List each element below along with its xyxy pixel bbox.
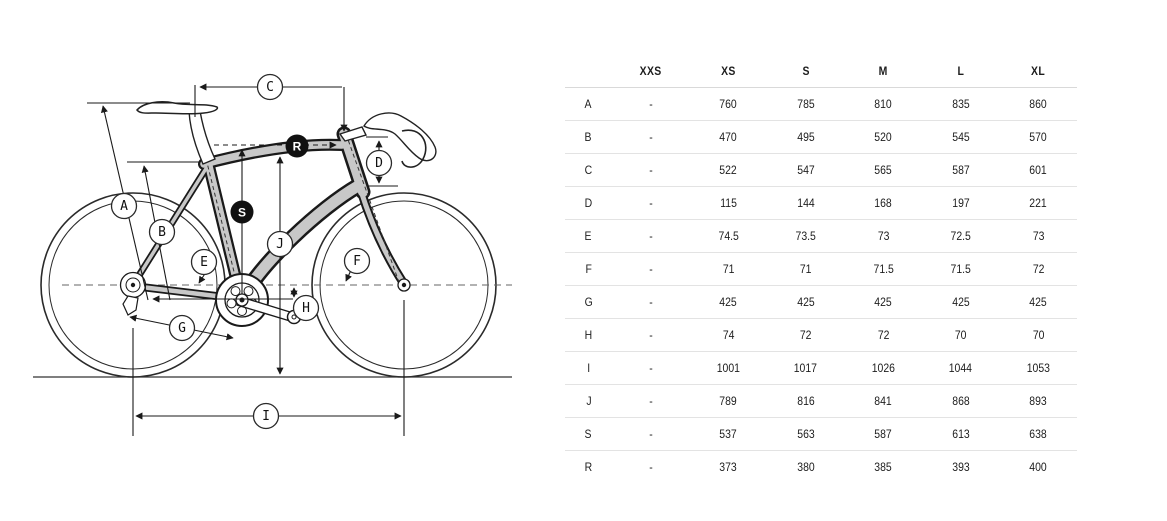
- svg-text:R: R: [292, 139, 302, 154]
- row-label: H: [584, 328, 593, 342]
- value-cell: 1017: [794, 361, 818, 375]
- dim-label-h: [294, 296, 319, 321]
- column-header-l: L: [957, 64, 965, 78]
- dim-label-b: [150, 220, 175, 245]
- row-label: D: [584, 196, 593, 210]
- value-cell: -: [649, 427, 653, 441]
- value-cell: 380: [797, 460, 815, 474]
- value-cell: 565: [874, 163, 892, 177]
- value-cell: 816: [797, 394, 815, 408]
- table-row-h: [565, 319, 1077, 352]
- svg-text:I: I: [262, 409, 270, 424]
- value-cell: 73: [877, 229, 890, 243]
- table-row-e: [565, 220, 1077, 253]
- value-cell: 425: [797, 295, 815, 309]
- dim-label-f: [345, 249, 370, 274]
- dim-label-i: [254, 404, 279, 429]
- svg-text:H: H: [302, 301, 310, 316]
- value-cell: 71: [799, 262, 812, 276]
- dim-label-j: [268, 232, 293, 257]
- value-cell: -: [649, 262, 653, 276]
- value-cell: -: [649, 97, 653, 111]
- dim-label-e: [192, 250, 217, 275]
- value-cell: 425: [1029, 295, 1047, 309]
- value-cell: 1044: [949, 361, 973, 375]
- row-label: F: [585, 262, 592, 276]
- value-cell: -: [649, 295, 653, 309]
- value-cell: 835: [952, 97, 970, 111]
- value-cell: 400: [1029, 460, 1047, 474]
- value-cell: 601: [1029, 163, 1047, 177]
- table-row-g: [565, 286, 1077, 319]
- rear-derailleur: [123, 296, 138, 315]
- table-row-a: [565, 88, 1077, 121]
- row-label: C: [584, 163, 593, 177]
- value-cell: 425: [952, 295, 970, 309]
- value-cell: 638: [1029, 427, 1047, 441]
- value-cell: 520: [874, 130, 892, 144]
- svg-text:J: J: [276, 237, 284, 252]
- table-row-j: [565, 385, 1077, 418]
- row-label: B: [585, 130, 592, 144]
- value-cell: 72: [1032, 262, 1045, 276]
- svg-text:E: E: [200, 255, 208, 270]
- svg-text:G: G: [178, 321, 186, 336]
- value-cell: 425: [719, 295, 737, 309]
- value-cell: -: [649, 130, 653, 144]
- svg-text:D: D: [375, 156, 383, 171]
- seatpost: [189, 111, 215, 164]
- value-cell: 144: [797, 196, 815, 210]
- dim-label-a: [112, 194, 137, 219]
- table-body: [565, 88, 1077, 483]
- value-cell: 470: [719, 130, 737, 144]
- table-header-row: [565, 55, 1077, 88]
- value-cell: 70: [1032, 328, 1045, 342]
- value-cell: 810: [874, 97, 892, 111]
- value-cell: 425: [874, 295, 892, 309]
- value-cell: 197: [952, 196, 970, 210]
- dim-label-s: [231, 201, 254, 224]
- value-cell: 789: [719, 394, 737, 408]
- value-cell: 537: [719, 427, 737, 441]
- svg-text:F: F: [353, 254, 361, 269]
- value-cell: 373: [719, 460, 737, 474]
- value-cell: 73.5: [795, 229, 816, 243]
- value-cell: 522: [719, 163, 737, 177]
- value-cell: -: [649, 460, 653, 474]
- table-row-d: [565, 187, 1077, 220]
- value-cell: 74: [722, 328, 735, 342]
- value-cell: 1001: [716, 361, 740, 375]
- row-label: G: [584, 295, 593, 309]
- svg-text:A: A: [120, 199, 128, 214]
- row-label: R: [584, 460, 593, 474]
- cassette: [121, 273, 146, 316]
- value-cell: 71: [722, 262, 735, 276]
- value-cell: 72.5: [950, 229, 971, 243]
- table-row-s: [565, 418, 1077, 451]
- value-cell: 613: [952, 427, 970, 441]
- value-cell: 72: [877, 328, 890, 342]
- value-cell: 1053: [1026, 361, 1050, 375]
- value-cell: 221: [1029, 196, 1047, 210]
- value-cell: 72: [799, 328, 812, 342]
- saddle: [137, 102, 217, 114]
- column-header-xxs: XXS: [639, 64, 662, 78]
- value-cell: 760: [719, 97, 737, 111]
- value-cell: 587: [874, 427, 892, 441]
- row-label: A: [585, 97, 592, 111]
- crankset: [216, 274, 301, 326]
- dim-label-c: [258, 75, 283, 100]
- row-label: I: [587, 361, 590, 375]
- value-cell: 74.5: [718, 229, 739, 243]
- column-header-s: S: [802, 64, 810, 78]
- value-cell: 1026: [871, 361, 895, 375]
- column-header-m: M: [878, 64, 888, 78]
- value-cell: 570: [1029, 130, 1047, 144]
- value-cell: 841: [874, 394, 892, 408]
- value-cell: -: [649, 163, 653, 177]
- value-cell: 393: [952, 460, 970, 474]
- svg-text:B: B: [158, 225, 166, 240]
- table-row-b: [565, 121, 1077, 154]
- table-row-c: [565, 154, 1077, 187]
- column-header-xl: XL: [1031, 64, 1046, 78]
- svg-text:S: S: [237, 205, 247, 220]
- value-cell: 563: [797, 427, 815, 441]
- value-cell: -: [649, 394, 653, 408]
- value-cell: 860: [1029, 97, 1047, 111]
- column-header-xs: XS: [720, 64, 736, 78]
- table-row-i: [565, 352, 1077, 385]
- value-cell: 545: [952, 130, 970, 144]
- value-cell: 495: [797, 130, 815, 144]
- value-cell: 73: [1032, 229, 1045, 243]
- value-cell: -: [649, 229, 653, 243]
- value-cell: 785: [797, 97, 815, 111]
- value-cell: 547: [797, 163, 815, 177]
- row-label: E: [585, 229, 592, 243]
- value-cell: -: [649, 361, 653, 375]
- dim-label-g: [170, 316, 195, 341]
- value-cell: 385: [874, 460, 892, 474]
- table-row-f: [565, 253, 1077, 286]
- geometry-table: [565, 55, 1077, 483]
- table-row-r: [565, 451, 1077, 483]
- row-label: J: [585, 394, 592, 408]
- value-cell: 893: [1029, 394, 1047, 408]
- value-cell: 168: [874, 196, 892, 210]
- value-cell: 71.5: [873, 262, 894, 276]
- bike-geometry-diagram: [0, 40, 560, 520]
- value-cell: 868: [952, 394, 970, 408]
- value-cell: 70: [954, 328, 967, 342]
- dim-label-d: [367, 151, 392, 176]
- row-label: S: [585, 427, 592, 441]
- value-cell: 115: [719, 196, 737, 210]
- dim-label-r: [286, 135, 309, 158]
- corner-cell: [565, 64, 612, 78]
- frame-outline: [133, 134, 404, 299]
- value-cell: -: [649, 328, 653, 342]
- value-cell: 587: [952, 163, 970, 177]
- value-cell: -: [649, 196, 653, 210]
- value-cell: 71.5: [950, 262, 971, 276]
- svg-text:C: C: [266, 80, 274, 95]
